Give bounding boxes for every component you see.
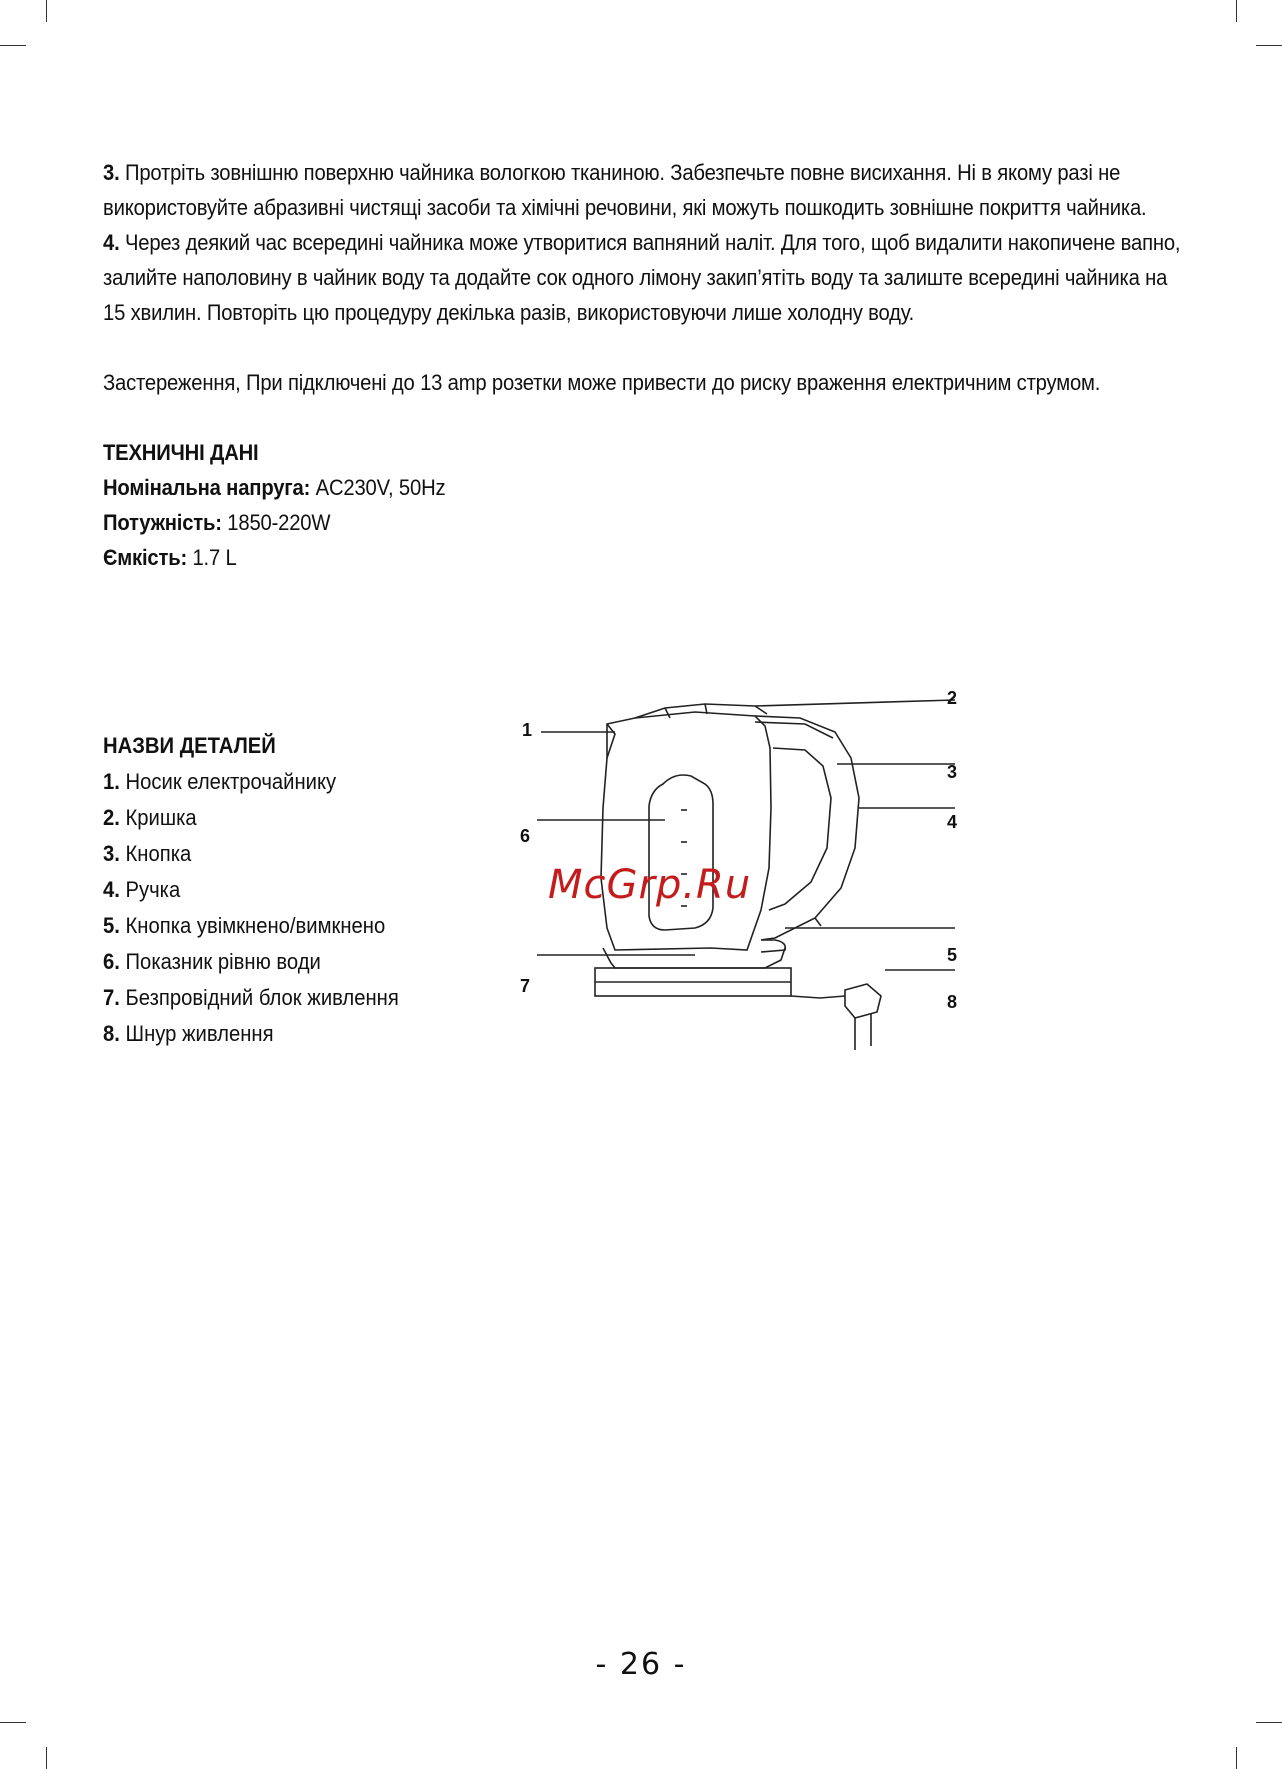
callout-4: 4	[947, 812, 958, 832]
list-item: 8. Шнур живлення	[103, 1021, 274, 1046]
list-item: 1. Носик електрочайнику	[103, 769, 337, 794]
list-item: 5. Кнопка увімкнено/вимкнено	[103, 913, 386, 938]
kettle-body	[601, 712, 771, 950]
page-number: - 26 -	[595, 1647, 687, 1682]
on-off-switch	[761, 940, 785, 952]
power-cord	[791, 996, 845, 998]
crop-mark	[1236, 0, 1237, 22]
callout-3: 3	[947, 762, 958, 782]
warning-text: Застереження, При підключені до 13 amp розетки може привести до риску враження електричним струмом.	[103, 370, 1101, 395]
callout-6: 6	[520, 826, 531, 846]
list-item: 3. Кнопка	[103, 841, 192, 866]
spec-capacity: Ємкість: 1.7 L	[103, 545, 237, 570]
crop-mark	[46, 0, 47, 22]
maintenance-step-4: 4. Через деякий час всередині чайника може утворитися вапняний наліт. Для того, щоб видалити накопичене вапно, залийте наполовину в чайник воду та додайте сок одного лімону закип’ятіть воду та залиште всередині чайника на 15 хвилин. Повторіть цю процедуру декілька разів, використовуючи лише холодну воду.	[103, 230, 1181, 325]
crop-mark	[0, 45, 26, 46]
crop-mark	[1256, 45, 1282, 46]
callout-8: 8	[947, 992, 958, 1012]
crop-mark	[0, 1722, 26, 1723]
spec-voltage: Номінальна напруга: AC230V, 50Hz	[103, 475, 446, 500]
parts-heading: НАЗВИ ДЕТАЛЕЙ	[103, 733, 276, 758]
body-text	[103, 155, 1181, 575]
callout-2: 2	[947, 688, 958, 708]
maintenance-step-3: 3. Протріть зовнішню поверхню чайника вологкою тканиною. Забезпечьте повне висихання. Ні в якому разі не використовуйте абразивні чистящі засоби та хімічні речовини, які можуть пошкодить зовнішне покриття чайника.	[103, 160, 1147, 220]
list-item: 2. Кришка	[103, 805, 197, 830]
crop-mark	[46, 1747, 47, 1769]
list-item: 4. Ручка	[103, 877, 181, 902]
parts-list	[103, 728, 399, 1052]
kettle-spout	[607, 724, 615, 758]
callout-5: 5	[947, 945, 958, 965]
crop-mark	[1256, 1722, 1282, 1723]
list-item: 7. Безпровідний блок живлення	[103, 985, 399, 1010]
spec-power: Потужність: 1850-220W	[103, 510, 331, 535]
callout-7: 7	[520, 976, 531, 996]
power-base	[603, 948, 785, 968]
plug	[845, 984, 881, 1018]
callout-1: 1	[522, 720, 533, 740]
watermark: McGrp.Ru	[548, 862, 752, 908]
crop-mark	[1236, 1747, 1237, 1769]
specs-heading: ТЕХНИЧНІ ДАНІ	[103, 440, 259, 465]
list-item: 6. Показник рівню води	[103, 949, 321, 974]
